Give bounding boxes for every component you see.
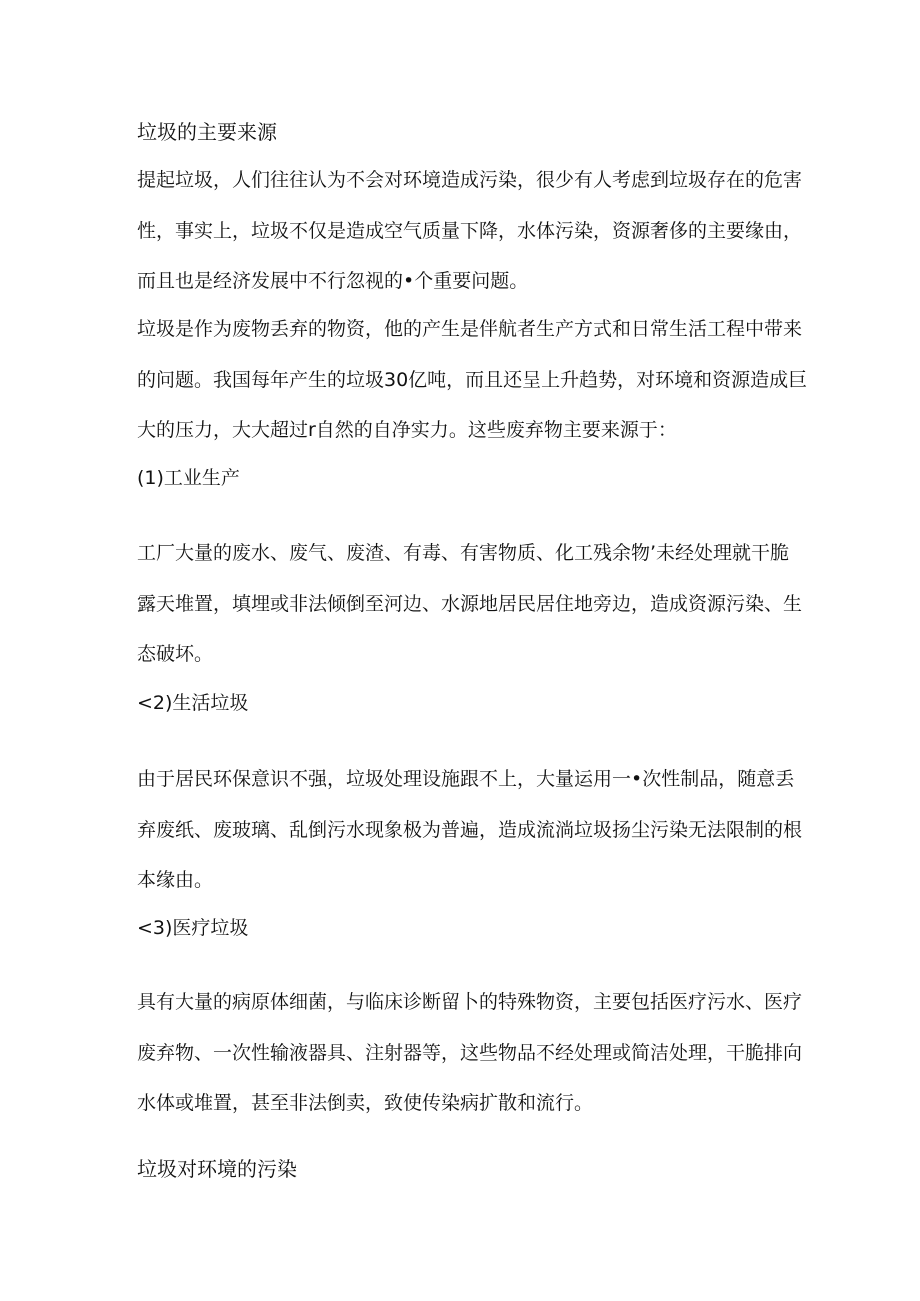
paragraph-line: 垃圾是作为废物丢弃的物资，他的产生是伴航者生产方式和日常生活工程中带来 xyxy=(137,318,803,340)
paragraph-line: 的问题。我国每年产生的垃圾30亿吨，而且还呈上升趋势，对环境和资源造成巨 xyxy=(137,368,808,391)
item1-title xyxy=(137,453,787,504)
item3-paragraph xyxy=(137,977,803,1129)
second-paragraph xyxy=(137,304,808,456)
item2-paragraph xyxy=(137,754,803,906)
paragraph-line: 露天堆置，填埋或非法倾倒至河边、水源地居民居住地旁边，造成资源污染、生 xyxy=(137,592,803,615)
section-heading-pollution xyxy=(137,1144,787,1195)
item3-title xyxy=(137,903,787,954)
section-heading-sources xyxy=(137,107,787,158)
item-title-text: (1)工业生产 xyxy=(137,467,240,489)
paragraph-line: 水体或堆置，甚至非法倒卖，致使传染病扩散和流行。 xyxy=(137,1092,594,1114)
paragraph-line: 提起垃圾，人们往往认为不会对环境造成污染，很少有人考虑到垃圾存在的危害 xyxy=(137,169,803,191)
item2-title xyxy=(137,678,787,729)
item-title-text: <3)医疗垃圾 xyxy=(137,917,249,939)
paragraph-line: 废弃物、一次性输液器具、注射器等，这些物品不经处理或简洁处理，干脆排向 xyxy=(137,1041,803,1064)
intro-paragraph xyxy=(137,155,803,307)
paragraph-line: 工厂大量的废水、废气、废渣、有毒、有害物质、化工残余物’未经处理就干脆 xyxy=(137,542,790,564)
item-title-text: <2)生活垃圾 xyxy=(137,692,249,714)
paragraph-line: 弃废纸、废玻璃、乱倒污水现象极为普遍，造成流淌垃圾扬尘污染无法限制的根 xyxy=(137,818,803,841)
paragraph-line: 由于居民环保意识不强，垃圾处理设施跟不上，大量运用一•次性制品，随意丢 xyxy=(137,768,795,790)
heading-text: 垃圾对环境的污染 xyxy=(137,1157,297,1181)
paragraph-line: 态破坏。 xyxy=(137,643,214,665)
item1-paragraph xyxy=(137,528,803,680)
heading-text: 垃圾的主要来源 xyxy=(137,120,277,144)
paragraph-line: 性，事实上，垃圾不仅是造成空气质量下降，水体污染，资源奢侈的主要缘由， xyxy=(137,219,803,242)
paragraph-line: 具有大量的病原体细菌，与临床诊断留卜的特殊物资，主要包括医疗污水、医疗 xyxy=(137,991,803,1013)
paragraph-line: 而且也是经济发展中不行忽视的•个重要问题。 xyxy=(137,270,529,292)
paragraph-line: 本缘由。 xyxy=(137,869,214,891)
paragraph-line: 大的压力，大大超过r自然的自净实力。这些废弃物主要来源于： xyxy=(137,419,677,441)
